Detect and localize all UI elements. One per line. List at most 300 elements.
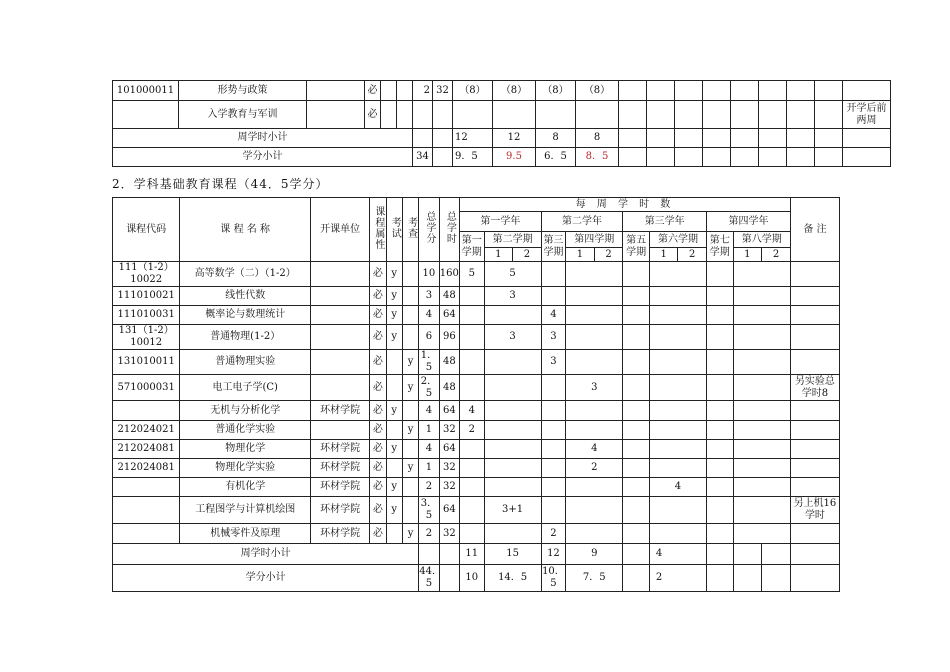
weekly-subtotal-row [113, 544, 840, 565]
header-term3: 第三学期 [541, 232, 566, 262]
credit-subtotal-label: 学分小计 [113, 148, 413, 167]
cell-note [790, 306, 839, 325]
half-2: 2 [762, 248, 791, 262]
half-1: 1 [649, 248, 678, 262]
cell-credit: 6 [419, 325, 439, 350]
cell-s5 [623, 401, 650, 421]
cell-check [402, 440, 418, 459]
cell-s8 [733, 421, 790, 440]
course-table [112, 197, 840, 592]
cell-code: 571000031 [113, 375, 180, 401]
cell-hours: 64 [439, 497, 459, 524]
cell-hours: 32 [439, 421, 459, 440]
header-code: 课程代码 [113, 198, 180, 262]
cell-exam: y [386, 478, 402, 497]
cell-check [402, 497, 418, 524]
cell-s2 [484, 524, 541, 544]
cell-code: 212024081 [113, 440, 180, 459]
cell-s7 [707, 375, 734, 401]
credit-total: 44．5 [419, 565, 439, 592]
cell-hours: 32 [439, 478, 459, 497]
cell-s8 [733, 497, 790, 524]
cell-s1: 4 [460, 401, 485, 421]
sem-value: 6．5 [536, 148, 576, 167]
cell-s1 [460, 287, 485, 306]
cell-attr: 必 [370, 478, 386, 497]
cell-credit: 4 [419, 440, 439, 459]
cell-s1 [460, 478, 485, 497]
cell-s7 [707, 287, 734, 306]
cell-s4 [566, 325, 623, 350]
header-year4: 第四学年 [707, 212, 791, 232]
cell-s2: 3+1 [484, 497, 541, 524]
sem-value: （8） [493, 81, 536, 101]
credit-subtotal-row [113, 565, 840, 592]
sem-value: 9．5 [453, 148, 493, 167]
half-1: 1 [733, 248, 762, 262]
cell-note: 另上机16学时 [790, 497, 839, 524]
cell-s7 [707, 421, 734, 440]
credit-subtotal-label: 学分小计 [113, 565, 419, 592]
cell-code: 212024081 [113, 459, 180, 478]
weekly-subtotal-label: 周学时小计 [113, 129, 413, 148]
cell-s3 [541, 497, 566, 524]
cell-s1 [460, 350, 485, 375]
cell-unit [311, 375, 370, 401]
cell-s2 [484, 375, 541, 401]
cell-exam: y [386, 287, 402, 306]
cell-attr: 必 [370, 350, 386, 375]
cell-s7 [707, 497, 734, 524]
cell-s6 [649, 440, 706, 459]
cell-s1 [460, 375, 485, 401]
header-year2: 第二学年 [541, 212, 623, 232]
cell-note [790, 421, 839, 440]
header-term2: 第二学期 [484, 232, 541, 248]
cell-check [402, 306, 418, 325]
cell-s2 [484, 421, 541, 440]
table-row [113, 440, 840, 459]
cell-note [790, 524, 839, 544]
table-row [113, 459, 840, 478]
sem-value: 8 [576, 129, 619, 148]
cell-attr: 必 [370, 497, 386, 524]
cell-hours: 64 [439, 306, 459, 325]
header-hours: 总学时 [444, 211, 456, 244]
cell-s4: 4 [566, 440, 623, 459]
cell-unit: 环材学院 [311, 478, 370, 497]
sem-value: 12 [453, 129, 493, 148]
sem-value: 15 [484, 544, 541, 565]
cell-s8 [733, 478, 790, 497]
cell-credit: 1 [419, 459, 439, 478]
cell-s6 [649, 421, 706, 440]
header-attr: 课程属性 [372, 205, 384, 250]
header-term8: 第八学期 [733, 232, 790, 248]
cell-check [402, 478, 418, 497]
cell-name: 高等数学（二）（1-2） [180, 262, 311, 287]
sem-value: （8） [576, 81, 619, 101]
header-credit: 总学分 [423, 211, 435, 244]
cell-s8 [733, 350, 790, 375]
cell-hours: 64 [439, 440, 459, 459]
cell-name: 机械零件及原理 [180, 524, 311, 544]
cell-hours: 32 [439, 459, 459, 478]
cell-s4 [566, 401, 623, 421]
cell-name: 概率论与数理统计 [180, 306, 311, 325]
cell-attr: 必 [370, 440, 386, 459]
cell-s3: 3 [541, 325, 566, 350]
cell-s7 [707, 262, 734, 287]
cell-name: 普通化学实验 [180, 421, 311, 440]
cell-unit [311, 262, 370, 287]
half-2: 2 [513, 248, 542, 262]
cell-code [113, 401, 180, 421]
sem-value: 12 [541, 544, 566, 565]
cell-credit: 2 [419, 478, 439, 497]
sem-value: 4 [649, 544, 706, 565]
sem-value: 9.5 [493, 148, 536, 167]
cell-attr: 必 [370, 306, 386, 325]
cell-s5 [623, 497, 650, 524]
cell-attr: 必 [370, 421, 386, 440]
half-2: 2 [594, 248, 623, 262]
cell-s4: 2 [566, 459, 623, 478]
cell-s8 [733, 524, 790, 544]
cell-s4 [566, 287, 623, 306]
cell-s8 [733, 440, 790, 459]
cell-s5 [623, 524, 650, 544]
course-check [397, 81, 413, 101]
half-1: 1 [566, 248, 595, 262]
cell-s6 [649, 262, 706, 287]
cell-attr: 必 [370, 401, 386, 421]
cell-hours: 32 [439, 524, 459, 544]
cell-name: 普通物理(1-2） [180, 325, 311, 350]
cell-s5 [623, 421, 650, 440]
cell-credit: 1 [419, 421, 439, 440]
cell-s7 [707, 306, 734, 325]
sem-value: 11 [460, 544, 485, 565]
header-note: 备 注 [790, 198, 839, 262]
cell-credit: 4 [419, 306, 439, 325]
cell-s2 [484, 478, 541, 497]
header-year1: 第一学年 [460, 212, 542, 232]
cell-s2: 3 [484, 287, 541, 306]
cell-s7 [707, 401, 734, 421]
cell-s4 [566, 497, 623, 524]
cell-s5 [623, 440, 650, 459]
cell-check: y [402, 421, 418, 440]
table-row [113, 325, 840, 350]
table-row [113, 478, 840, 497]
cell-exam: y [386, 262, 402, 287]
cell-s3 [541, 421, 566, 440]
cell-s4: 3 [566, 375, 623, 401]
cell-unit: 环材学院 [311, 524, 370, 544]
cell-s8 [733, 401, 790, 421]
cell-s7 [707, 524, 734, 544]
cell-s7 [707, 325, 734, 350]
cell-unit: 环材学院 [311, 459, 370, 478]
table-row [113, 497, 840, 524]
cell-exam [386, 350, 402, 375]
cell-exam: y [386, 401, 402, 421]
cell-note [790, 262, 839, 287]
cell-s1 [460, 459, 485, 478]
table-row [113, 129, 891, 148]
cell-code: 131（1-2）10012 [113, 325, 180, 350]
cell-note [790, 478, 839, 497]
cell-note [790, 350, 839, 375]
cell-s8 [733, 287, 790, 306]
cell-check: y [402, 375, 418, 401]
cell-check: y [402, 524, 418, 544]
cell-s5 [623, 306, 650, 325]
cell-name: 线性代数 [180, 287, 311, 306]
cell-s5 [623, 459, 650, 478]
cell-hours: 48 [439, 375, 459, 401]
cell-s7 [707, 478, 734, 497]
cell-s1: 2 [460, 421, 485, 440]
cell-credit: 4 [419, 401, 439, 421]
cell-s5 [623, 325, 650, 350]
sem-value: 8．5 [576, 148, 619, 167]
cell-s7 [707, 459, 734, 478]
header-term7: 第七学期 [707, 232, 734, 262]
cell-name: 电工电子学(C) [180, 375, 311, 401]
cell-s2 [484, 306, 541, 325]
cell-exam: y [386, 306, 402, 325]
table-row [113, 524, 840, 544]
course-attr: 必 [365, 81, 381, 101]
cell-name: 物理化学 [180, 440, 311, 459]
cell-exam [386, 524, 402, 544]
header-year3: 第三学年 [623, 212, 707, 232]
cell-exam: y [386, 497, 402, 524]
cell-hours: 160 [439, 262, 459, 287]
cell-note: 另实验总学时8 [790, 375, 839, 401]
header-name: 课 程 名 称 [180, 198, 311, 262]
course-unit [307, 81, 365, 101]
cell-code: 111（1-2）10022 [113, 262, 180, 287]
table-row [113, 375, 840, 401]
cell-unit [311, 306, 370, 325]
credit-total: 34 [413, 148, 433, 167]
cell-s3: 3 [541, 350, 566, 375]
course-rows [113, 262, 840, 544]
cell-attr: 必 [370, 524, 386, 544]
cell-s6 [649, 287, 706, 306]
cell-s1 [460, 524, 485, 544]
cell-name: 普通物理实验 [180, 350, 311, 375]
cell-attr: 必 [370, 287, 386, 306]
cell-s6 [649, 524, 706, 544]
cell-hours: 64 [439, 401, 459, 421]
cell-name: 物理化学实验 [180, 459, 311, 478]
cell-s6 [649, 350, 706, 375]
cell-s8 [733, 306, 790, 325]
cell-s8 [733, 262, 790, 287]
cell-check [402, 262, 418, 287]
cell-note [790, 440, 839, 459]
cell-s1 [460, 497, 485, 524]
cell-s2: 5 [484, 262, 541, 287]
table-row [113, 350, 840, 375]
cell-s5 [623, 478, 650, 497]
cell-s1 [460, 440, 485, 459]
cell-s4 [566, 524, 623, 544]
cell-exam [386, 459, 402, 478]
cell-credit: 2 [419, 524, 439, 544]
cell-unit [311, 287, 370, 306]
cell-s6: 4 [649, 478, 706, 497]
course-attr: 必 [365, 101, 381, 129]
cell-code [113, 497, 180, 524]
cell-unit [311, 421, 370, 440]
cell-check: y [402, 350, 418, 375]
header-term1: 第一学期 [460, 232, 485, 262]
table-row [113, 81, 891, 101]
cell-s6 [649, 306, 706, 325]
cell-s4 [566, 262, 623, 287]
cell-s3 [541, 262, 566, 287]
cell-s7 [707, 440, 734, 459]
cell-s2 [484, 459, 541, 478]
header-weekly: 每 周 学 时 数 [460, 198, 791, 212]
cell-s4 [566, 421, 623, 440]
cell-s1: 5 [460, 262, 485, 287]
cell-hours: 48 [439, 287, 459, 306]
cell-code: 111010021 [113, 287, 180, 306]
course-code: 101000011 [113, 81, 179, 101]
cell-s8 [733, 325, 790, 350]
half-1: 1 [484, 248, 513, 262]
cell-s2 [484, 401, 541, 421]
section-title: 2．学科基础教育课程（44．5学分） [112, 177, 329, 191]
cell-s2: 3 [484, 325, 541, 350]
cell-s3 [541, 440, 566, 459]
sem-value: 10．5 [541, 565, 566, 592]
header-unit: 开课单位 [311, 198, 370, 262]
table-row [113, 148, 891, 167]
header-term6: 第六学期 [649, 232, 706, 248]
cell-s6 [649, 459, 706, 478]
cell-s2 [484, 350, 541, 375]
cell-s6 [649, 325, 706, 350]
cell-s5 [623, 262, 650, 287]
table-row [113, 421, 840, 440]
sem-value: 14．5 [484, 565, 541, 592]
sem-value: 2 [649, 565, 706, 592]
cell-attr: 必 [370, 262, 386, 287]
sem-value: 12 [493, 129, 536, 148]
sem-value: （8） [536, 81, 576, 101]
cell-s3 [541, 287, 566, 306]
cell-s3: 4 [541, 306, 566, 325]
cell-code [113, 478, 180, 497]
cell-s6 [649, 401, 706, 421]
cell-s3 [541, 478, 566, 497]
sem-value: （8） [453, 81, 493, 101]
cell-credit: 10 [419, 262, 439, 287]
cell-note [790, 287, 839, 306]
cell-s5 [623, 375, 650, 401]
cell-name: 有机化学 [180, 478, 311, 497]
course-name: 入学教育与军训 [179, 101, 307, 129]
cell-s2 [484, 440, 541, 459]
cell-exam [386, 375, 402, 401]
header-term5: 第五学期 [623, 232, 650, 262]
cell-note [790, 325, 839, 350]
cell-s3 [541, 459, 566, 478]
cell-s3 [541, 401, 566, 421]
cell-attr: 必 [370, 325, 386, 350]
cell-s5 [623, 287, 650, 306]
cell-check [402, 325, 418, 350]
cell-unit: 环材学院 [311, 497, 370, 524]
table-row [113, 262, 840, 287]
course-name: 形势与政策 [179, 81, 307, 101]
cell-name: 工程图学与计算机绘图 [180, 497, 311, 524]
cell-note [790, 401, 839, 421]
cell-code: 212024021 [113, 421, 180, 440]
cell-s7 [707, 350, 734, 375]
cell-s8 [733, 375, 790, 401]
cell-s3 [541, 375, 566, 401]
cell-attr: 必 [370, 375, 386, 401]
cell-s6 [649, 497, 706, 524]
cell-check: y [402, 459, 418, 478]
cell-s3: 2 [541, 524, 566, 544]
cell-s6 [649, 375, 706, 401]
cell-code: 131010011 [113, 350, 180, 375]
course-note [843, 81, 891, 101]
cell-exam [386, 421, 402, 440]
cell-s4 [566, 306, 623, 325]
cell-s5 [623, 350, 650, 375]
cell-credit: 1．5 [419, 350, 439, 375]
sem-value: 9 [566, 544, 623, 565]
sem-value: 7．5 [566, 565, 623, 592]
cell-name: 无机与分析化学 [180, 401, 311, 421]
weekly-subtotal-label: 周学时小计 [113, 544, 419, 565]
continued-course-table [112, 80, 891, 167]
course-note: 开学后前两周 [843, 101, 891, 129]
cell-hours: 96 [439, 325, 459, 350]
cell-s4 [566, 478, 623, 497]
cell-unit [311, 325, 370, 350]
cell-check [402, 287, 418, 306]
cell-s8 [733, 459, 790, 478]
sem-value: 8 [536, 129, 576, 148]
table-row [113, 287, 840, 306]
cell-note [790, 459, 839, 478]
cell-attr: 必 [370, 459, 386, 478]
cell-credit: 3 [419, 287, 439, 306]
course-credit: 2 [413, 81, 433, 101]
cell-check [402, 401, 418, 421]
cell-unit: 环材学院 [311, 440, 370, 459]
half-2: 2 [678, 248, 707, 262]
table-row [113, 101, 891, 129]
header-exam: 考试 [389, 216, 401, 239]
cell-hours: 48 [439, 350, 459, 375]
cell-code: 111010031 [113, 306, 180, 325]
header-check: 考查 [405, 216, 417, 239]
cell-credit: 3．5 [419, 497, 439, 524]
cell-credit: 2．5 [419, 375, 439, 401]
